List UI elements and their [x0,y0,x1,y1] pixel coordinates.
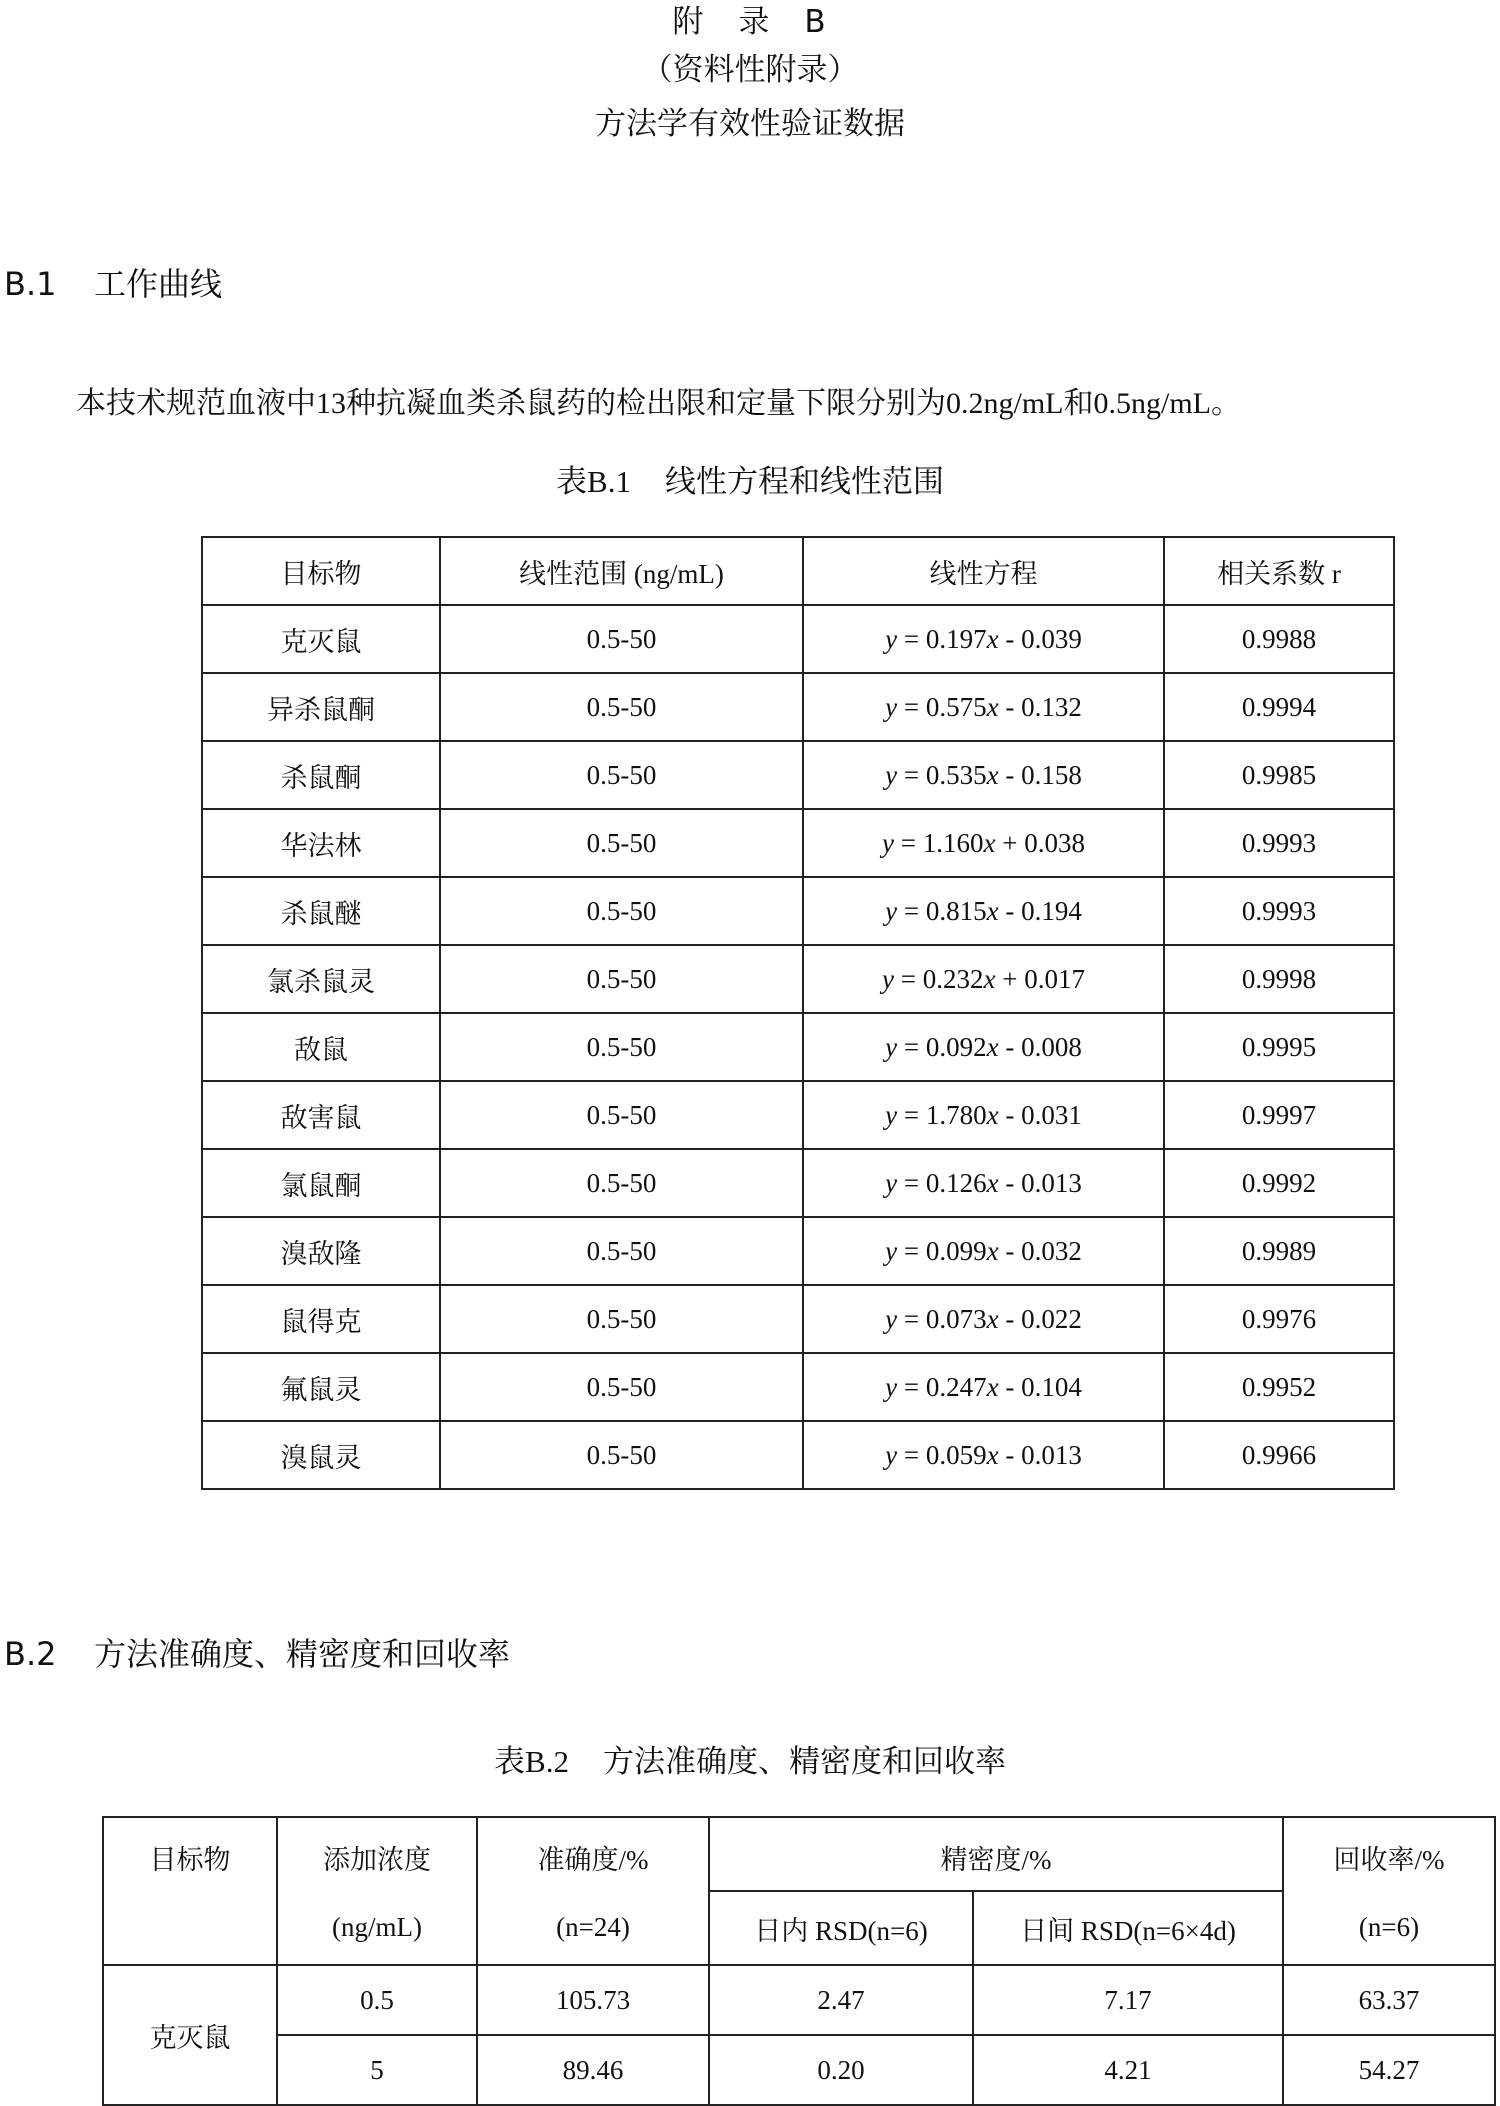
target-cell: 溴鼠灵 [202,1421,440,1489]
equation-x: x [983,827,996,858]
equation-x: x [986,1099,999,1130]
header-intra-rsd: 日内 RSD(n=6) [709,1891,973,1965]
body-paragraph: 本技术规范血液中13种抗凝血类杀鼠药的检出限和定量下限分别为0.2ng/mL和0.5ng/mL。 [76,387,1241,420]
r-cell: 0.9952 [1164,1353,1394,1421]
range-cell: 0.5-50 [440,1421,803,1489]
table-row [103,2035,1495,2105]
equation-y: y [885,1235,898,1266]
equation-intercept: 0.104 [1021,1371,1082,1402]
equation-cell: y = 1.780x - 0.031 [803,1081,1164,1149]
equation-sign: - [1005,1303,1015,1334]
header-range: 线性范围 (ng/mL) [440,537,803,605]
linear-equation-table [201,536,1395,1490]
equation-intercept: 0.031 [1021,1099,1082,1130]
header-recovery-n: (n=6) [1283,1891,1495,1965]
r-cell: 0.9997 [1164,1081,1394,1149]
equation-intercept: 0.194 [1021,895,1082,926]
equation-sign: + [1002,827,1018,858]
equation-slope: 1.780 [925,1099,987,1130]
equation-y: y [885,691,898,722]
table-row [103,1965,1495,2035]
equation-y: y [885,623,898,654]
section-b1-heading [4,264,222,304]
equation-intercept: 0.032 [1021,1235,1082,1266]
appendix-subtitle: （资料性附录） [641,52,859,88]
header-accuracy: 准确度/% [477,1817,709,1891]
equation-sign: - [1005,895,1015,926]
equation-cell: y = 0.575x - 0.132 [803,673,1164,741]
equation-sign: - [1005,759,1015,790]
header-recovery: 回收率/% [1283,1817,1495,1891]
accuracy-precision-table [102,1816,1496,2106]
range-cell: 0.5-50 [440,1353,803,1421]
equation-cell: y = 0.059x - 0.013 [803,1421,1164,1489]
r-cell: 0.9976 [1164,1285,1394,1353]
equation-intercept: 0.022 [1021,1303,1082,1334]
section-title: 工作曲线 [94,265,223,303]
equation-y: y [882,827,895,858]
equation-slope: 0.815 [925,895,987,926]
r-cell: 0.9994 [1164,673,1394,741]
table-row [202,605,1394,673]
table-row [202,1285,1394,1353]
equation-cell: y = 0.815x - 0.194 [803,877,1164,945]
equation-slope: 0.247 [925,1371,987,1402]
equation-cell: y = 0.197x - 0.039 [803,605,1164,673]
equation-y: y [885,895,898,926]
r-cell: 0.9993 [1164,809,1394,877]
equation-cell: y = 0.535x - 0.158 [803,741,1164,809]
section-number: B.2 [4,1635,57,1673]
equation-cell: y = 0.099x - 0.032 [803,1217,1164,1285]
equation-sign: - [1005,1371,1015,1402]
equation-intercept: 0.013 [1021,1439,1082,1470]
table-row [202,1421,1394,1489]
caption-number: 表B.1 [556,464,631,499]
inter-cell: 4.21 [973,2035,1283,2105]
range-cell: 0.5-50 [440,1217,803,1285]
equation-y: y [885,759,898,790]
header-precision: 精密度/% [709,1817,1283,1891]
table-header-row [202,537,1394,605]
equation-y: y [885,1439,898,1470]
range-cell: 0.5-50 [440,605,803,673]
range-cell: 0.5-50 [440,1285,803,1353]
table-row [202,877,1394,945]
equation-x: x [986,759,999,790]
equation-slope: 0.073 [925,1303,987,1334]
header-target: 目标物 [103,1817,277,1891]
r-cell: 0.9988 [1164,605,1394,673]
target-cell: 杀鼠酮 [202,741,440,809]
target-cell: 敌鼠 [202,1013,440,1081]
target-cell: 氯鼠酮 [202,1149,440,1217]
equation-x: x [983,963,996,994]
equation-sign: - [1005,1031,1015,1062]
target-cell: 杀鼠醚 [202,877,440,945]
table-row [202,809,1394,877]
equation-x: x [986,1303,999,1334]
table-b1-caption [0,462,1500,502]
r-cell: 0.9989 [1164,1217,1394,1285]
range-cell: 0.5-50 [440,673,803,741]
r-cell: 0.9995 [1164,1013,1394,1081]
caption-title: 方法准确度、精密度和回收率 [602,1744,1006,1780]
equation-slope: 0.535 [925,759,987,790]
range-cell: 0.5-50 [440,1149,803,1217]
header-conc: 添加浓度 [277,1817,477,1891]
range-cell: 0.5-50 [440,877,803,945]
equation-intercept: 0.039 [1021,623,1082,654]
conc-cell: 5 [277,2035,477,2105]
table-subheader-row [103,1891,1495,1965]
table-row [202,741,1394,809]
section-number: B.1 [4,265,57,303]
equation-y: y [885,1371,898,1402]
equation-slope: 0.232 [922,963,984,994]
target-cell: 克灭鼠 [202,605,440,673]
equation-sign: + [1002,963,1018,994]
equation-intercept: 0.038 [1024,827,1085,858]
equation-sign: - [1005,1099,1015,1130]
table-row [202,1081,1394,1149]
header-conc-unit: (ng/mL) [277,1891,477,1965]
table-row [202,1217,1394,1285]
equation-intercept: 0.158 [1021,759,1082,790]
caption-number: 表B.2 [494,1744,569,1779]
equation-sign: - [1005,1439,1015,1470]
header-accuracy-n: (n=24) [477,1891,709,1965]
equation-y: y [885,1167,898,1198]
equation-y: y [885,1303,898,1334]
equation-sign: - [1005,691,1015,722]
equation-cell: y = 1.160x + 0.038 [803,809,1164,877]
target-cell: 克灭鼠 [103,1965,277,2105]
equation-intercept: 0.017 [1024,963,1085,994]
recovery-cell: 54.27 [1283,2035,1495,2105]
range-cell: 0.5-50 [440,1081,803,1149]
r-cell: 0.9992 [1164,1149,1394,1217]
accuracy-cell: 89.46 [477,2035,709,2105]
equation-slope: 0.197 [925,623,987,654]
target-cell: 鼠得克 [202,1285,440,1353]
r-cell: 0.9993 [1164,877,1394,945]
equation-cell: y = 0.232x + 0.017 [803,945,1164,1013]
header-r: 相关系数 r [1164,537,1394,605]
equation-intercept: 0.013 [1021,1167,1082,1198]
table-header-row [103,1817,1495,1891]
equation-slope: 0.092 [925,1031,987,1062]
equation-sign: - [1005,623,1015,654]
intra-cell: 0.20 [709,2035,973,2105]
equation-slope: 0.575 [925,691,987,722]
header-inter-rsd: 日间 RSD(n=6×4d) [973,1891,1283,1965]
equation-x: x [986,623,999,654]
range-cell: 0.5-50 [440,1013,803,1081]
equation-x: x [986,1439,999,1470]
table-row [202,945,1394,1013]
equation-slope: 1.160 [922,827,984,858]
equation-y: y [885,1099,898,1130]
equation-intercept: 0.132 [1021,691,1082,722]
equation-intercept: 0.008 [1021,1031,1082,1062]
intra-cell: 2.47 [709,1965,973,2035]
target-cell: 氯杀鼠灵 [202,945,440,1013]
equation-sign: - [1005,1235,1015,1266]
table-body [202,605,1394,1489]
target-cell: 华法林 [202,809,440,877]
equation-cell: y = 0.092x - 0.008 [803,1013,1164,1081]
header-equation: 线性方程 [803,537,1164,605]
equation-cell: y = 0.247x - 0.104 [803,1353,1164,1421]
target-cell: 氟鼠灵 [202,1353,440,1421]
equation-cell: y = 0.126x - 0.013 [803,1149,1164,1217]
inter-cell: 7.17 [973,1965,1283,2035]
section-title: 方法准确度、精密度和回收率 [94,1635,511,1673]
equation-slope: 0.099 [925,1235,987,1266]
conc-cell: 0.5 [277,1965,477,2035]
target-cell: 敌害鼠 [202,1081,440,1149]
equation-sign: - [1005,1167,1015,1198]
r-cell: 0.9966 [1164,1421,1394,1489]
accuracy-cell: 105.73 [477,1965,709,2035]
equation-x: x [986,1371,999,1402]
caption-title: 线性方程和线性范围 [664,464,944,500]
appendix-heading: 方法学有效性验证数据 [595,106,905,142]
recovery-cell: 63.37 [1283,1965,1495,2035]
header-target: 目标物 [202,537,440,605]
equation-cell: y = 0.073x - 0.022 [803,1285,1164,1353]
table-b2-caption [0,1742,1500,1782]
equation-x: x [986,1031,999,1062]
table-row [202,1149,1394,1217]
target-cell: 溴敌隆 [202,1217,440,1285]
equation-x: x [986,1235,999,1266]
r-cell: 0.9985 [1164,741,1394,809]
equation-slope: 0.059 [925,1439,987,1470]
section-b2-heading [4,1634,510,1674]
target-cell: 异杀鼠酮 [202,673,440,741]
header-target-cont [103,1891,277,1965]
equation-x: x [986,895,999,926]
equation-x: x [986,1167,999,1198]
appendix-title: 附 录 B [672,4,828,40]
table-row [202,1013,1394,1081]
range-cell: 0.5-50 [440,809,803,877]
equation-x: x [986,691,999,722]
equation-slope: 0.126 [925,1167,987,1198]
r-cell: 0.9998 [1164,945,1394,1013]
table-row [202,1353,1394,1421]
range-cell: 0.5-50 [440,945,803,1013]
equation-y: y [882,963,895,994]
equation-y: y [885,1031,898,1062]
table-row [202,673,1394,741]
range-cell: 0.5-50 [440,741,803,809]
